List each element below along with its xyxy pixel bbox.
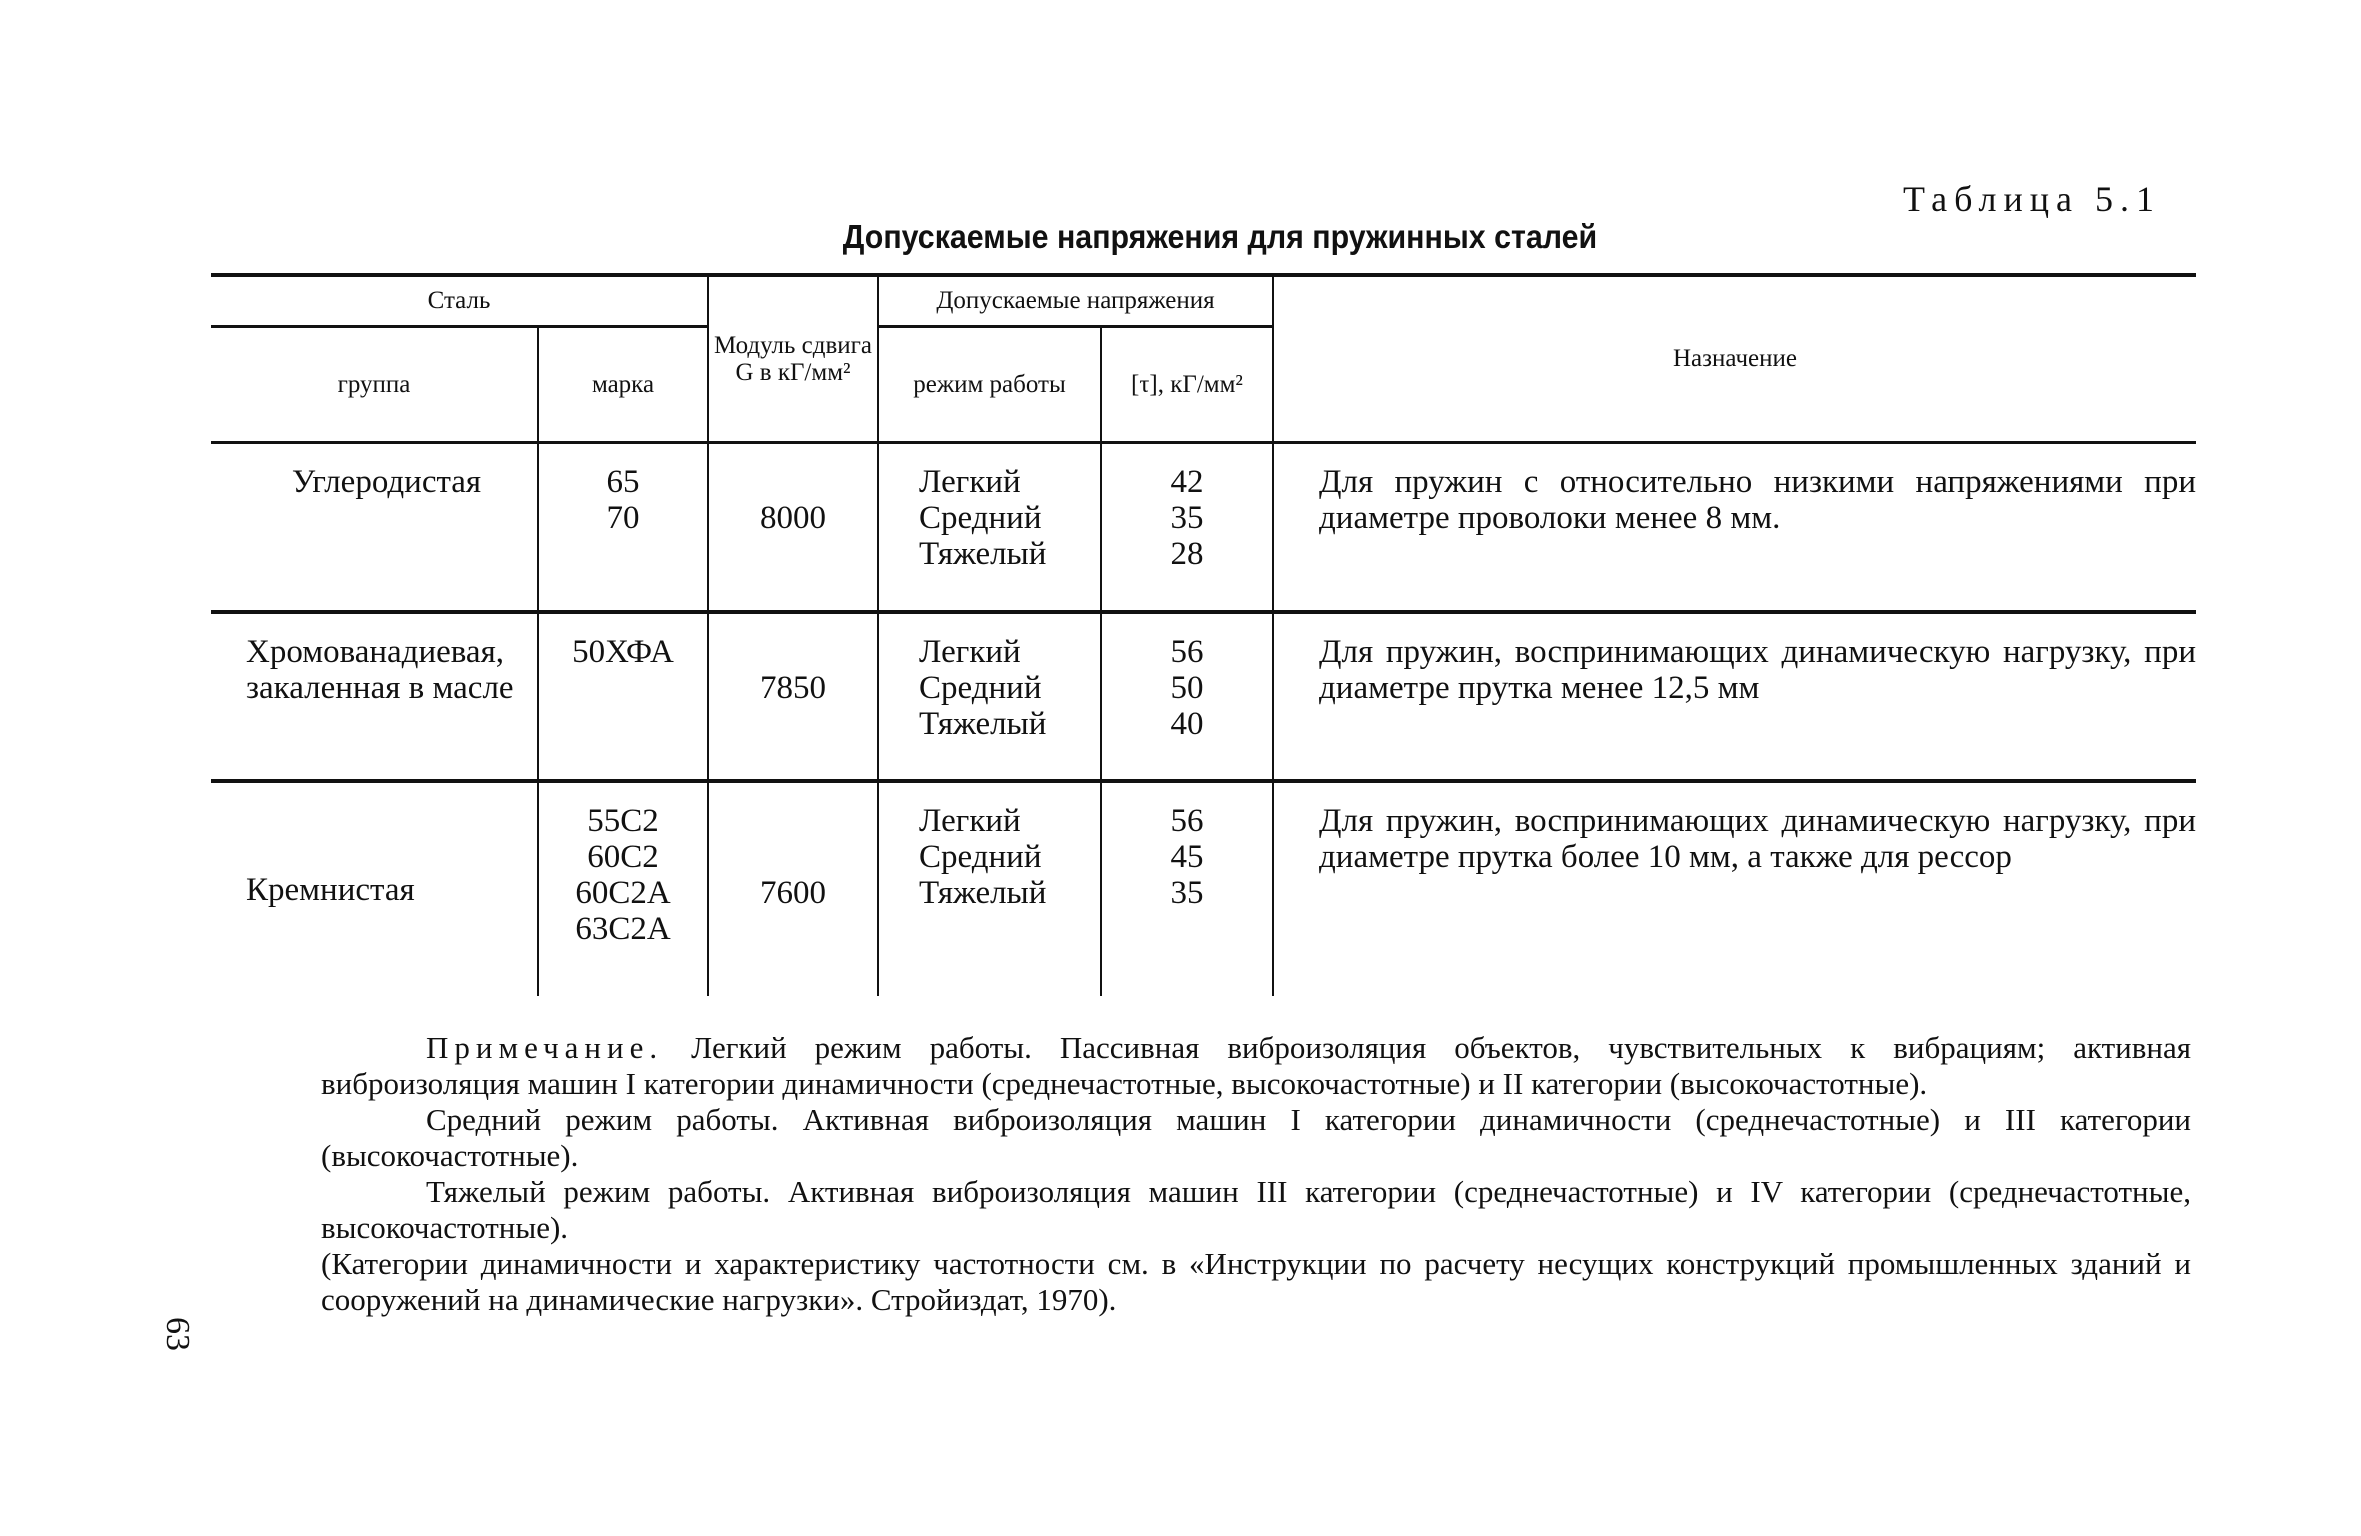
page-number: 63 bbox=[159, 1317, 196, 1351]
grades-value: 50ХФА bbox=[572, 634, 674, 670]
modes-value: Средний bbox=[919, 499, 1042, 536]
note-2: Средний режим работы. Активная виброизоляция машин I категории динамичности (среднечастотные) и III категории (высокочастотные). bbox=[321, 1102, 2191, 1173]
spring-steel-table bbox=[211, 273, 2196, 996]
table-row bbox=[211, 612, 2196, 781]
grades-value: 55С2 bbox=[587, 803, 659, 839]
table-row bbox=[211, 781, 2196, 996]
modes-value: Средний bbox=[919, 839, 1042, 875]
stresses-value: 45 bbox=[1170, 839, 1204, 875]
grade-cell bbox=[538, 442, 708, 612]
modes-value: Легкий bbox=[919, 463, 1021, 500]
header-allowable: Допускаемые напряжения bbox=[878, 275, 1273, 326]
modulus-cell: 8000 bbox=[708, 442, 878, 612]
header-stress: [τ], кГ/мм² bbox=[1101, 326, 1273, 442]
grades-value: 70 bbox=[606, 499, 640, 536]
purpose-cell: Для пружин, воспринимающих динамическую нагрузку, при диаметре прутка менее 12,5 мм bbox=[1273, 612, 2196, 781]
modulus-cell: 7850 bbox=[708, 612, 878, 781]
stress-cell bbox=[1101, 781, 1273, 996]
note-4: (Категории динамичности и характеристику частотности см. в «Инструкции по расчету несущих конструкций промышленных зданий и сооружений на динамические нагрузки». Стройиздат, 1970). bbox=[321, 1246, 2191, 1317]
notes bbox=[321, 1030, 2191, 1318]
header-steel: Сталь bbox=[211, 275, 708, 326]
stress-cell bbox=[1101, 612, 1273, 781]
grades-value: 60С2А bbox=[575, 875, 671, 911]
header-group: группа bbox=[211, 326, 538, 442]
stresses-value: 35 bbox=[1170, 875, 1204, 911]
group-cell: Углеродистая bbox=[211, 442, 538, 612]
stresses-value: 56 bbox=[1170, 803, 1204, 839]
header-grade: марка bbox=[538, 326, 708, 442]
modes-value: Тяжелый bbox=[919, 535, 1047, 572]
modes-value: Легкий bbox=[919, 634, 1021, 670]
grades-value: 60С2 bbox=[587, 839, 659, 875]
group-cell: Кремнистая bbox=[211, 781, 538, 996]
stress-cell bbox=[1101, 442, 1273, 612]
note-3: Тяжелый режим работы. Активная виброизоляция машин III категории (среднечастотные) и IV категории (среднечастотные, высокочастотные). bbox=[321, 1174, 2191, 1245]
note-1: Примечание. Легкий режим работы. Пассивная виброизоляция объектов, чувствительных к вибрациям; активная виброизоляция машин I категории динамичности (среднечастотные, высокочастотные) и II категории (высокочастотные). bbox=[321, 1030, 2191, 1101]
grades-value: 63С2А bbox=[575, 911, 671, 947]
stresses-value: 42 bbox=[1170, 463, 1204, 500]
grades-value: 65 bbox=[606, 463, 640, 500]
purpose-cell: Для пружин, воспринимающих динамическую нагрузку, при диаметре прутка более 10 мм, а также для рессор bbox=[1273, 781, 2196, 996]
stresses-value: 50 bbox=[1170, 670, 1204, 706]
mode-cell bbox=[878, 612, 1101, 781]
stresses-value: 56 bbox=[1170, 634, 1204, 670]
purpose-cell: Для пружин с относительно низкими напряжениями при диаметре проволоки менее 8 мм. bbox=[1273, 442, 2196, 612]
modes-value: Тяжелый bbox=[919, 706, 1047, 742]
header-modulus: Модуль сдвига G в кГ/мм² bbox=[708, 275, 878, 442]
header-purpose: Назначение bbox=[1273, 275, 2196, 442]
table-row bbox=[211, 442, 2196, 612]
stresses-value: 35 bbox=[1170, 499, 1204, 536]
group-cell: Хромованадиевая, закаленная в масле bbox=[211, 612, 538, 781]
grade-cell bbox=[538, 612, 708, 781]
table-number: Таблица 5.1 bbox=[1903, 179, 2161, 219]
modes-value: Средний bbox=[919, 670, 1042, 706]
modes-value: Тяжелый bbox=[919, 875, 1047, 911]
note-label: Примечание. bbox=[426, 1030, 664, 1065]
mode-cell bbox=[878, 781, 1101, 996]
stresses-value: 28 bbox=[1170, 535, 1204, 572]
stresses-value: 40 bbox=[1170, 706, 1204, 742]
modulus-cell: 7600 bbox=[708, 781, 878, 996]
table-title: Допускаемые напряжения для пружинных сталей bbox=[842, 218, 1598, 255]
header-mode: режим работы bbox=[878, 326, 1101, 442]
modes-value: Легкий bbox=[919, 803, 1021, 839]
grade-cell bbox=[538, 781, 708, 996]
mode-cell bbox=[878, 442, 1101, 612]
